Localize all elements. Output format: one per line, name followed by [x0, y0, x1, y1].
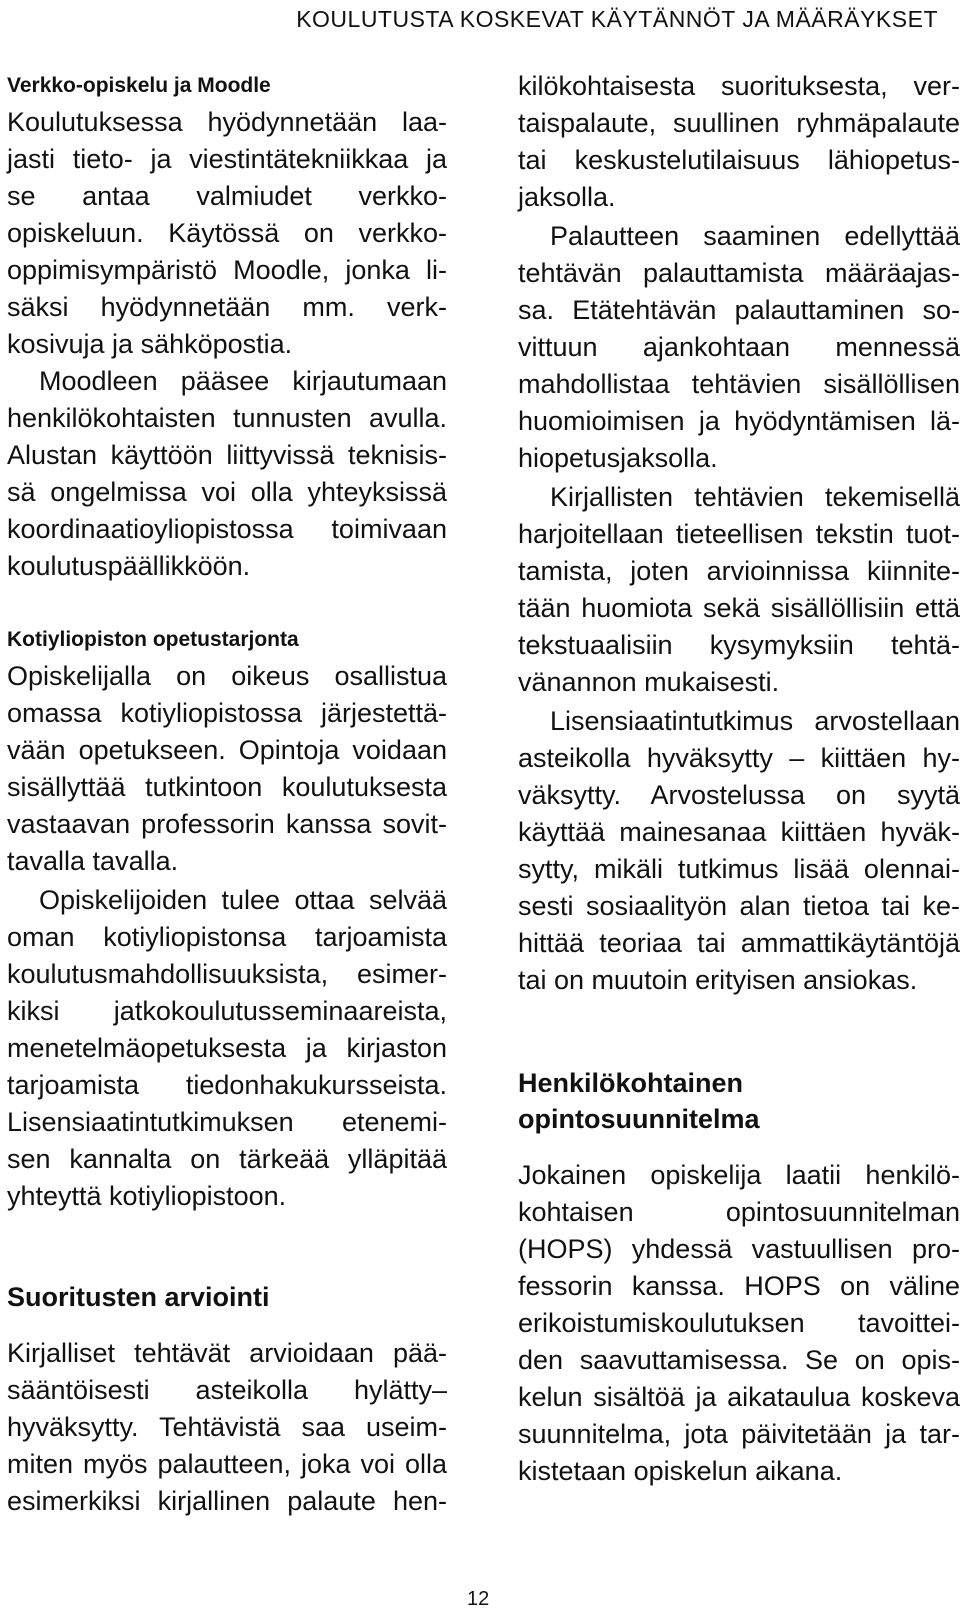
paragraph-line: hiopetusjaksolla.	[518, 443, 718, 473]
paragraph-first-line: Opiskelijoiden tulee ottaa selvää	[39, 885, 447, 915]
paragraph-line: Koulutuksessa hyödynnetään laa-	[7, 107, 447, 137]
paragraph-line: sisällyttää tutkintoon koulutuksesta	[7, 772, 447, 802]
section-heading-suoritusten-arviointi: Suoritusten arviointi	[7, 1282, 270, 1312]
paragraph-line: jaksolla.	[518, 182, 616, 212]
page-number: 12	[467, 1588, 490, 1610]
paragraph-line: kelun sisältöä ja aikataulua koskeva	[518, 1382, 960, 1412]
paragraph-line: den saavuttamisessa. Se on opis-	[518, 1345, 960, 1375]
paragraph-line: kiksi jatkokoulutusseminaareista,	[7, 996, 447, 1026]
paragraph-line: hittää teoriaa tai ammattikäytäntöjä	[518, 928, 960, 958]
paragraph-first-line: Moodleen pääsee kirjautumaan	[39, 366, 447, 396]
paragraph-line: oppimisympäristö Moodle, jonka li-	[7, 255, 447, 285]
paragraph-first-line: Palautteen saaminen edellyttää	[550, 221, 960, 251]
paragraph-line: oman kotiyliopistonsa tarjoamista	[7, 922, 447, 952]
paragraph-line: suunnitelma, jota päivitetään ja tar-	[518, 1419, 960, 1449]
paragraph-line: sesti sosiaalityön alan tietoa tai ke-	[518, 891, 960, 921]
paragraph-line: jasti tieto- ja viestintätekniikkaa ja	[7, 144, 447, 174]
running-header: KOULUTUSTA KOSKEVAT KÄYTÄNNÖT JA MÄÄRÄYKSET	[296, 6, 938, 32]
paragraph-line: sen kannalta on tärkeää ylläpitää	[7, 1144, 447, 1174]
paragraph-line: omassa kotiyliopistossa järjestettä-	[7, 698, 447, 728]
paragraph-line: sytty, mikäli tutkimus lisää olennai-	[518, 854, 960, 884]
paragraph-line: huomioimisen ja hyödyntämisen lä-	[518, 406, 960, 436]
paragraph-line: vittuun ajankohtaan mennessä	[518, 332, 960, 362]
paragraph-line: kistetaan opiskelun aikana.	[518, 1456, 843, 1486]
paragraph-line: kosivuja ja sähköpostia.	[7, 329, 293, 359]
paragraph-line: sa. Etätehtävän palauttaminen so-	[518, 295, 960, 325]
paragraph-line: kohtaisen opintosuunnitelman	[518, 1197, 960, 1227]
paragraph-first-line: Lisensiaatintutkimus arvostellaan	[550, 706, 960, 736]
paragraph-line: esimerkiksi kirjallinen palaute hen-	[7, 1486, 447, 1516]
paragraph-line: väksytty. Arvostelussa on syytä	[518, 780, 960, 810]
paragraph-line: menetelmäopetuksesta ja kirjaston	[7, 1033, 447, 1063]
paragraph-line: Alustan käyttöön liittyvissä teknisis-	[7, 440, 447, 470]
paragraph-line: tamista, joten arvioinnissa kiinnite-	[518, 556, 960, 586]
paragraph-line: Kirjalliset tehtävät arvioidaan pää-	[7, 1338, 447, 1368]
paragraph-line: miten myös palautteen, joka voi olla	[7, 1449, 447, 1479]
paragraph-line: sääntöisesti asteikolla hylätty–	[7, 1375, 447, 1405]
paragraph-line: vänannon mukaisesti.	[518, 667, 780, 697]
paragraph-line: henkilökohtaisten tunnusten avulla.	[7, 403, 447, 433]
paragraph-line: Opiskelijalla on oikeus osallistua	[7, 661, 447, 691]
paragraph-line: tarjoamista tiedonhakukursseista.	[7, 1070, 447, 1100]
paragraph-line: opiskeluun. Käytössä on verkko-	[7, 218, 447, 248]
paragraph-line: tai on muutoin erityisen ansiokas.	[518, 965, 918, 995]
paragraph-line: asteikolla hyväksytty – kiittäen hy-	[518, 743, 960, 773]
paragraph-line: tai keskustelutilaisuus lähiopetus-	[518, 145, 960, 175]
section-heading-verkko-opiskelu: Verkko-opiskelu ja Moodle	[7, 74, 271, 97]
paragraph-line: koulutusmahdollisuuksista, esimer-	[7, 959, 447, 989]
section-heading-kotiyliopisto: Kotiyliopiston opetustarjonta	[7, 628, 299, 651]
section-heading-hops: Henkilökohtainen	[518, 1068, 744, 1098]
paragraph-line: taispalaute, suullinen ryhmäpalaute	[518, 108, 960, 138]
paragraph-line: se antaa valmiudet verkko-	[7, 181, 447, 211]
paragraph-line: käyttää mainesanaa kiittäen hyväk-	[518, 817, 960, 847]
section-heading-hops-line-2: opintosuunnitelma	[518, 1104, 760, 1134]
paragraph-line: fessorin kanssa. HOPS on väline	[518, 1271, 960, 1301]
paragraph-line: yhteyttä kotiyliopistoon.	[7, 1181, 287, 1211]
paragraph-line: koordinaatioyliopistossa toimivaan	[7, 514, 447, 544]
paragraph-line: Lisensiaatintutkimuksen etenemi-	[7, 1107, 447, 1137]
paragraph-line: koulutuspäällikköön.	[7, 551, 251, 581]
paragraph-line: sä ongelmissa voi olla yhteyksissä	[7, 477, 447, 507]
paragraph-line: tehtävän palauttamista määräajas-	[518, 258, 960, 288]
paragraph-line: erikoistumiskoulutuksen tavoittei-	[518, 1308, 960, 1338]
paragraph-line: mahdollistaa tehtävien sisällöllisen	[518, 369, 960, 399]
paragraph-line: säksi hyödynnetään mm. verk-	[7, 292, 447, 322]
paragraph-line: (HOPS) yhdessä vastuullisen pro-	[518, 1234, 960, 1264]
paragraph-line: tekstuaalisiin kysymyksiin tehtä-	[518, 630, 960, 660]
paragraph-line: kilökohtaisesta suorituksesta, ver-	[518, 71, 960, 101]
paragraph-line: Jokainen opiskelija laatii henkilö-	[518, 1160, 960, 1190]
paragraph-line: harjoitellaan tieteellisen tekstin tuot-	[518, 519, 960, 549]
paragraph-first-line: Kirjallisten tehtävien tekemisellä	[550, 482, 960, 512]
paragraph-line: tavalla tavalla.	[7, 846, 179, 876]
paragraph-line: hyväksytty. Tehtävistä saa useim-	[7, 1412, 447, 1442]
paragraph-line: vään opetukseen. Opintoja voidaan	[7, 735, 447, 765]
paragraph-line: vastaavan professorin kanssa sovit-	[7, 809, 447, 839]
paragraph-line: tään huomiota sekä sisällöllisiin että	[518, 593, 960, 623]
